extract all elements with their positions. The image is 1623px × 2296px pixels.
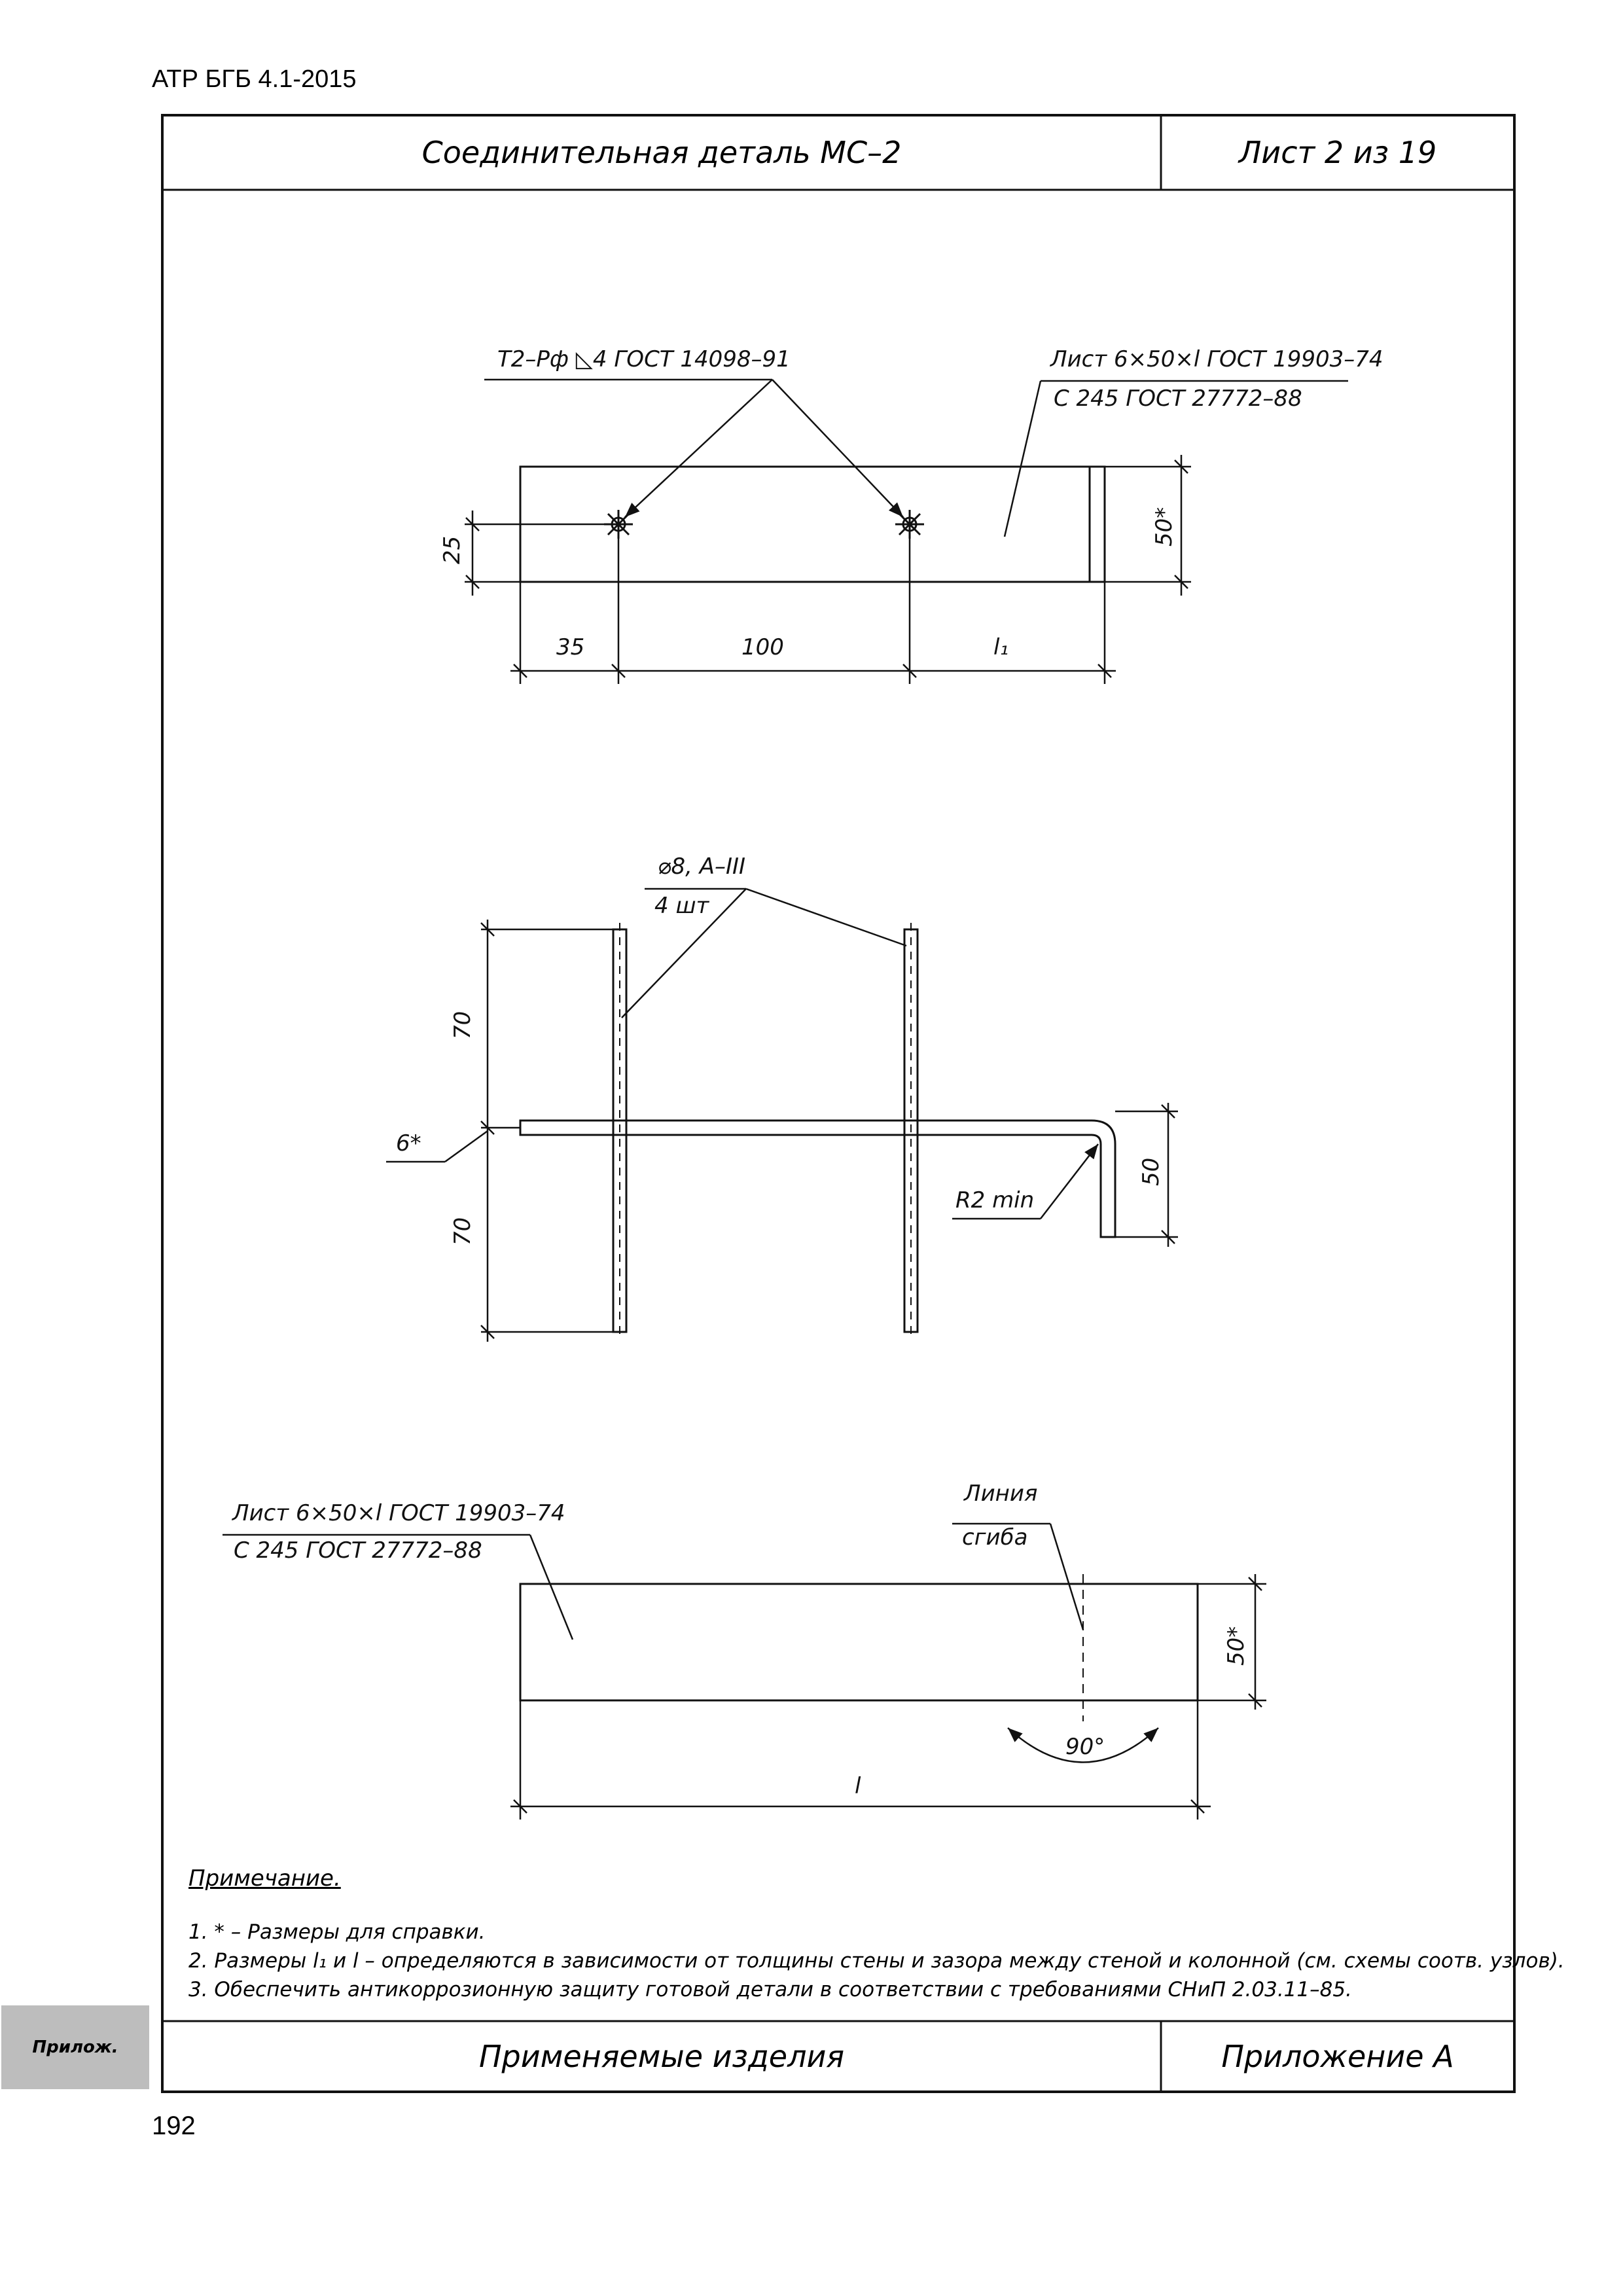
view3-dim-50: 50*: [1223, 1626, 1249, 1666]
view3-plate: [520, 1584, 1198, 1700]
note-item-1: 1. * – Размеры для справки.: [188, 1920, 486, 1944]
side-tab-appendix: Прилож.: [1, 2005, 149, 2089]
view2-bar-count: 4 шт: [654, 893, 709, 919]
page-number: 192: [152, 2111, 196, 2140]
view1-material-line1: Лист 6×50×l ГОСТ 19903–74: [1050, 346, 1383, 372]
footer-section-name: Применяемые изделия: [478, 2039, 845, 2074]
view2-geometry: [520, 929, 1115, 1332]
view3-bend-label2: сгиба: [962, 1524, 1028, 1551]
view3-angle: 90°: [1065, 1734, 1105, 1760]
view2-dim-6: 6*: [396, 1130, 421, 1157]
view3-bend-label1: Линия: [964, 1480, 1038, 1507]
view2-centerlines: [620, 923, 911, 1338]
view2-dim-70-top: 70: [450, 1011, 476, 1039]
view1-dim-l1: l₁: [993, 634, 1009, 660]
document-header: АТР БГБ 4.1-2015: [152, 65, 357, 93]
view2-dim-70-bottom: 70: [450, 1217, 476, 1246]
view3-geometry: [520, 1584, 1198, 1700]
frame-lines: [161, 115, 1516, 2092]
view1-material-line2: С 245 ГОСТ 27772–88: [1054, 386, 1302, 412]
view1-leaders: [465, 380, 1348, 684]
view1-dim-50: 50*: [1151, 507, 1177, 547]
view2-dim-50: 50: [1138, 1157, 1164, 1186]
notes-block: [188, 1864, 1565, 2004]
view2-bent-plate: [520, 1121, 1115, 1237]
view1-dim-100: 100: [741, 634, 784, 660]
view3-dim-l: l: [855, 1773, 861, 1799]
view3-dims: [223, 1524, 1266, 1820]
note-item-2: 2. Размеры l₁ и l – определяются в зависимости от толщины стены и зазора между стеной и колонной (см. схемы соотв. узлов).: [188, 1949, 1565, 1973]
view2-dims: [386, 889, 1178, 1342]
view3-material-line1: Лист 6×50×l ГОСТ 19903–74: [232, 1500, 565, 1526]
weld-note: Т2–Рф ◺4 ГОСТ 14098–91: [497, 346, 791, 372]
view1-dim-35: 35: [556, 634, 585, 660]
note-item-3: 3. Обеспечить антикоррозионную защиту готовой детали в соответствии с требованиями СНиП 2.03.11–85.: [188, 1978, 1352, 2001]
view2-bar-spec: ⌀8, А–III: [658, 853, 746, 880]
notes-title: Примечание.: [188, 1865, 341, 1892]
sheet-number: Лист 2 из 19: [1238, 135, 1437, 170]
view2-radius: R2 min: [955, 1187, 1035, 1213]
view1-dim-25: 25: [439, 535, 465, 564]
footer-appendix-name: Приложение А: [1221, 2039, 1454, 2074]
drawing-title: Соединительная деталь МС–2: [421, 135, 902, 170]
view3-material-line2: С 245 ГОСТ 27772–88: [234, 1537, 482, 1564]
